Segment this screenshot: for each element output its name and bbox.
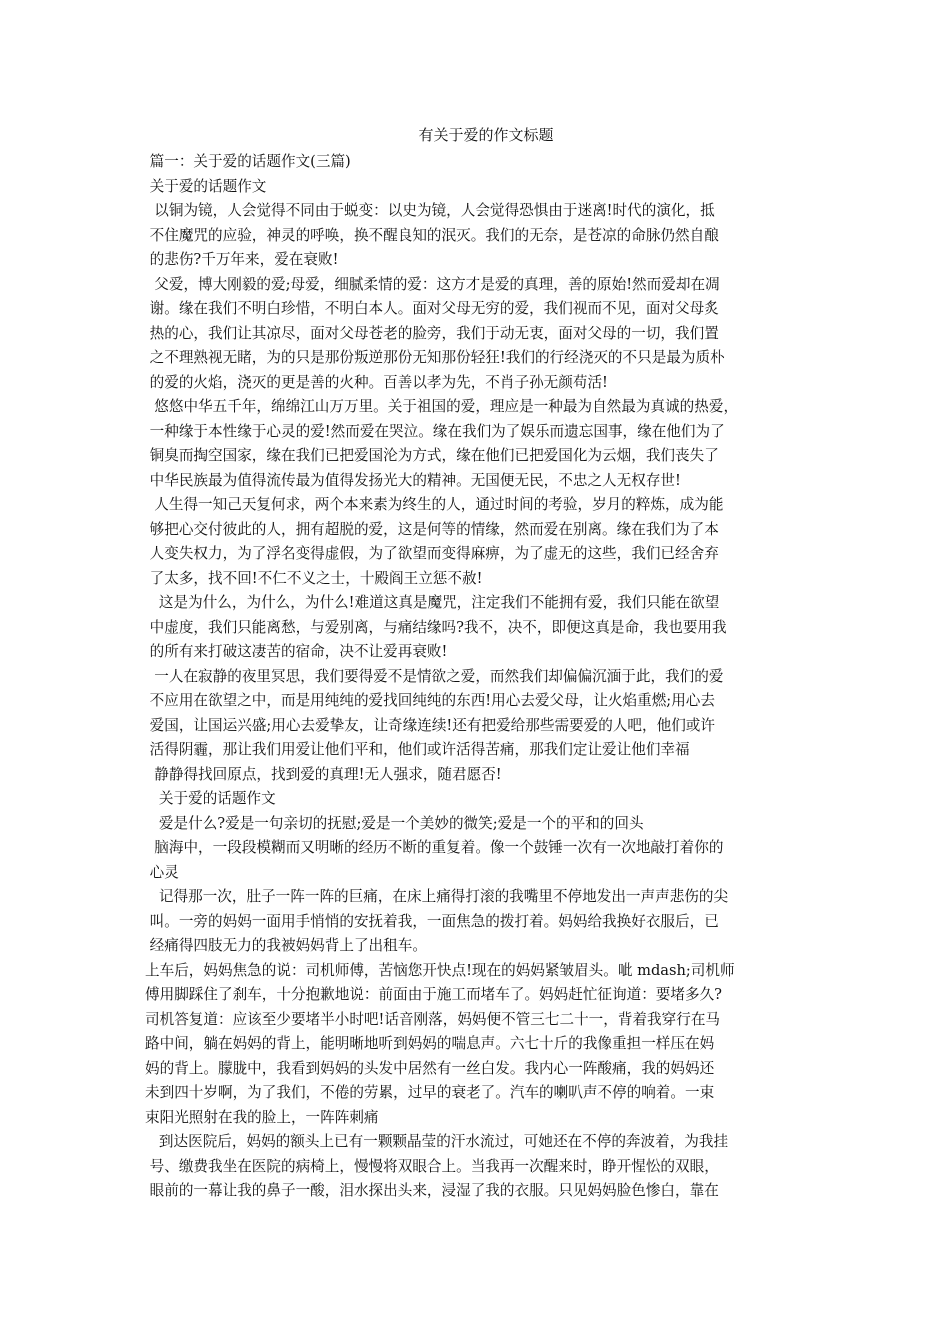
text-line: 到达医院后，妈妈的额头上已有一颗颗晶莹的汗水流过，可她还在不停的奔波着，为我挂 xyxy=(145,1133,729,1150)
text-line: 路中间，躺在妈妈的背上，能明晰地听到妈妈的喘息声。六七十斤的我像重担一样压在妈 xyxy=(145,1035,715,1052)
text-line: 号、缴费我坐在医院的病椅上，慢慢将双眼合上。当我再一次醒来时，睁开惺忪的双眼， xyxy=(145,1157,719,1175)
text-line: 未到四十岁啊，为了我们，不倦的劳累，过早的衰老了。汽车的喇叭声不停的响着。一束 xyxy=(145,1084,715,1101)
text-line: 一人在寂静的夜里冥思，我们要得爱不是情欲之爱，而然我们却偏偏沉湎于此，我们的爱 xyxy=(145,667,724,685)
text-line: 束阳光照射在我的脸上，一阵阵刺痛 xyxy=(145,1108,379,1126)
text-line: 谢。缘在我们不明白珍惜，不明白本人。面对父母无穷的爱，我们视而不见，面对父母炙 xyxy=(145,300,719,317)
text-line: 的所有来打破这凄苦的宿命，决不让爱再衰败! xyxy=(145,643,448,660)
text-line: 这是为什么，为什么，为什么!难道这真是魔咒，注定我们不能拥有爱，我们只能在欲望 xyxy=(145,594,720,611)
text-line: 铜臭而掏空国家，缘在我们已把爱国沦为方式，缘在他们已把爱国化为云烟，我们丧失了 xyxy=(145,447,719,464)
text-line: 之不理熟视无睹，为的只是那份叛逆那份无知那份轻狂!我们的行经浇灭的不只是最为质朴 xyxy=(145,349,725,366)
text-line: 一种缘于本性缘于心灵的爱!然而爱在哭泣。缘在我们为了娱乐而遗忘国事，缘在他们为了 xyxy=(145,422,725,440)
text-line: 活得阴霾，那让我们用爱让他们平和，他们或许活得苦痛，那我们定让爱让他们幸福 xyxy=(145,741,690,758)
text-line: 关于爱的话题作文 xyxy=(145,790,276,807)
text-line: 的爱的火焰，浇灭的更是善的火种。百善以孝为先，不肖子孙无颜苟活! xyxy=(145,373,608,391)
text-line: 脑海中，一段段模糊而又明晰的经历不断的重复着。像一个鼓锤一次有一次地敲打着你的 xyxy=(145,839,724,856)
text-line: 热的心，我们让其凉尽，面对父母苍老的脸旁，我们于动无衷，面对父母的一切，我们置 xyxy=(145,324,719,342)
text-line: 了太多，找不回!不仁不义之士，十殿阎王立惩不赦! xyxy=(145,569,483,587)
text-line: 的悲伤?千万年来，爱在衰败! xyxy=(145,251,339,268)
text-line: 人生得一知己天复何求，两个本来素为终生的人，通过时间的考验，岁月的粹炼，成为能 xyxy=(145,496,724,513)
text-line: 关于爱的话题作文 xyxy=(145,177,267,195)
text-line: 中虚度，我们只能离愁，与爱别离，与痛结缘吗?我不，决不，即便这真是命，我也要用我 xyxy=(145,618,727,636)
document-title: 有关于爱的作文标题 xyxy=(418,126,554,144)
text-line: 心灵 xyxy=(145,863,179,881)
document-body xyxy=(145,150,813,1204)
text-line: 以铜为镜，人会觉得不同由于蜕变：以史为镜，人会觉得恐惧由于迷离!时代的演化，抵 xyxy=(145,202,715,219)
text-line: 中华民族最为值得流传最为值得发扬光大的精神。无国便无民，不忠之人无权存世! xyxy=(145,471,681,489)
text-line: 静静得找回原点，找到爱的真理!无人强求，随君愿否! xyxy=(145,765,502,783)
text-line: 篇一：关于爱的话题作文(三篇) xyxy=(145,153,351,170)
text-line: 够把心交付彼此的人，拥有超脱的爱，这是何等的情缘，然而爱在别离。缘在我们为了本 xyxy=(145,520,719,538)
text-line: 经痛得四肢无力的我被妈妈背上了出租车。 xyxy=(145,937,427,954)
text-line: 父爱，博大刚毅的爱;母爱，细腻柔情的爱：这方才是爱的真理，善的原始!然而爱却在凋 xyxy=(145,275,720,293)
text-line: 妈的背上。朦胧中，我看到妈妈的头发中居然有一丝白发。我内心一阵酸痛，我的妈妈还 xyxy=(145,1059,715,1077)
text-line: 记得那一次，肚子一阵一阵的巨痛，在床上痛得打滚的我嘴里不停地发出一声声悲伤的尖 xyxy=(145,888,729,905)
text-line: 不住魔咒的应验，神灵的呼唤，换不醒良知的泯灭。我们的无奈，是苍凉的命脉仍然自酿 xyxy=(145,226,719,244)
document-page xyxy=(145,124,813,1204)
text-line: 叫。一旁的妈妈一面用手悄悄的安抚着我，一面焦急的拨打着。妈妈给我换好衣服后，已 xyxy=(145,912,719,930)
text-line: 傅用脚踩住了刹车，十分抱歉地说：前面由于施工而堵车了。妈妈赶忙征询道：要堵多久? xyxy=(145,986,722,1003)
text-line: 爱是什么?爱是一句亲切的抚慰;爱是一个美妙的微笑;爱是一个的平和的回头 xyxy=(145,814,644,832)
text-line: 悠悠中华五千年，绵绵江山万万里。关于祖国的爱，理应是一种最为自然最为真诚的热爱， xyxy=(145,398,739,415)
text-line: 上车后，妈妈焦急的说：司机师傅，苦恼您开快点!现在的妈妈紧皱眉头。呲 mdash;司机师 xyxy=(145,961,735,979)
text-line: 人变失权力，为了浮名变得虚假，为了欲望而变得麻痹，为了虚无的这些，我们已经舍弃 xyxy=(145,545,719,562)
text-line: 眼前的一幕让我的鼻子一酸，泪水探出头来，浸湿了我的衣服。只见妈妈脸色惨白，靠在 xyxy=(145,1182,719,1199)
text-line: 不应用在欲望之中，而是用纯纯的爱找回纯纯的东西!用心去爱父母，让火焰重燃;用心去 xyxy=(145,692,715,709)
text-line: 爱国，让国运兴盛;用心去爱挚友，让奇缘连续!还有把爱给那些需要爱的人吧，他们或许 xyxy=(145,716,715,734)
text-line: 司机答复道：应该至少要堵半小时吧!话音刚落，妈妈便不管三七二十一，背着我穿行在马 xyxy=(145,1010,721,1028)
